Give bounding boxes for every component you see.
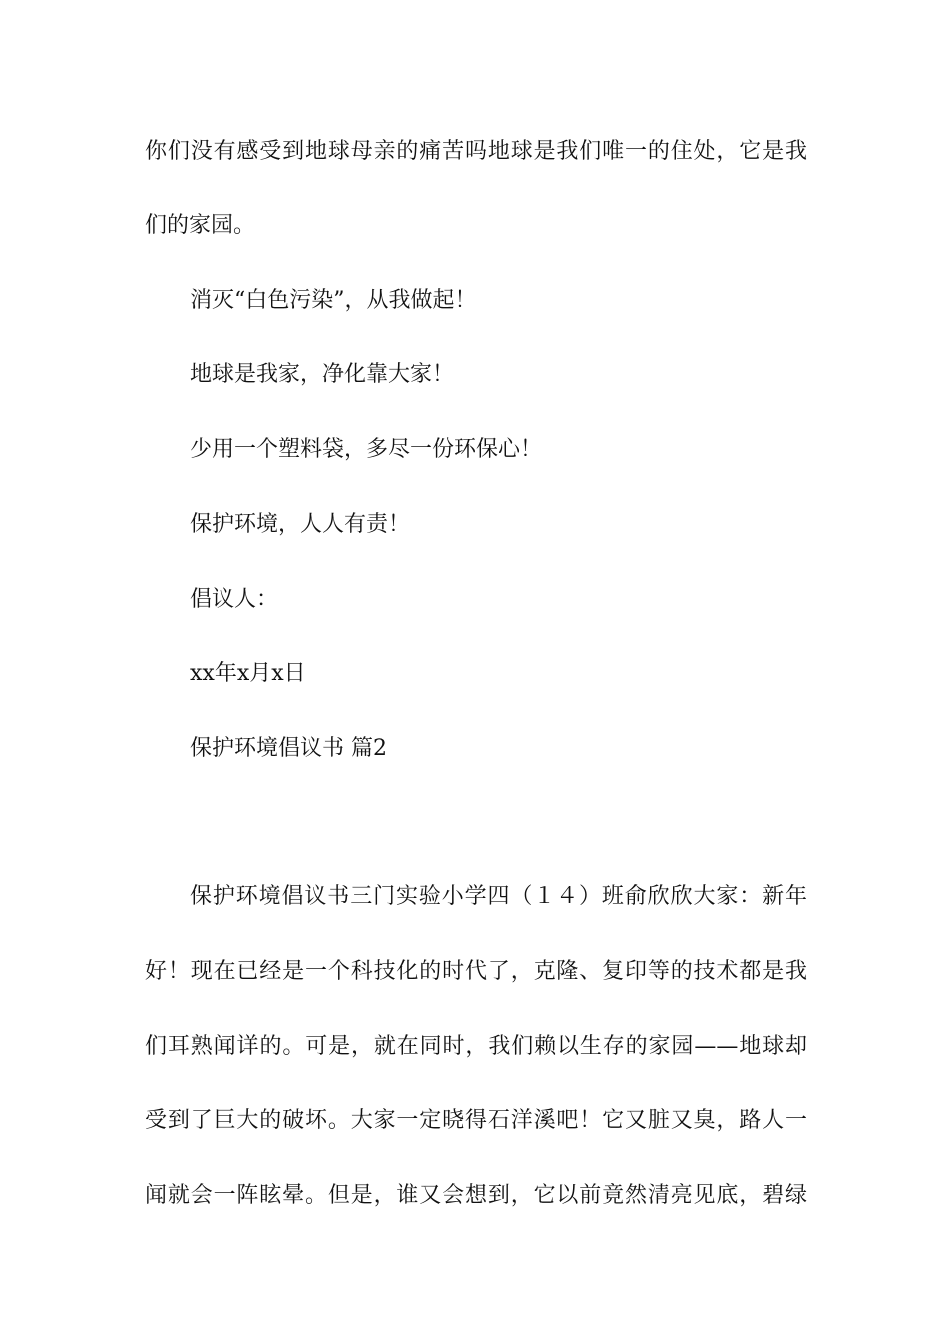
slogan-line: 保护环境，人人有责！ [190,512,411,537]
paragraph-line: 们的家园。 [145,213,256,238]
paragraph-line: 闻就会一阵眩晕。但是，谁又会想到，它以前竟然清亮见底，碧绿 [145,1183,807,1208]
slogan-line: 地球是我家，净化靠大家！ [190,362,455,387]
paragraph-line: 好！现在已经是一个科技化的时代了，克隆、复印等的技术都是我 [145,959,807,984]
paragraph-line: 保护环境倡议书三门实验小学四（１４）班俞欣欣大家：新年 [190,884,807,909]
paragraph-line: 受到了巨大的破坏。大家一定晓得石洋溪吧！它又脏又臭，路人一 [145,1108,807,1133]
date-line: xx年x月x日 [190,661,306,686]
slogan-line: 少用一个塑料袋，多尽一份环保心！ [190,437,543,462]
section-heading: 保护环境倡议书 篇2 [190,736,387,761]
paragraph-line: 们耳熟闻详的。可是，就在同时，我们赖以生存的家园——地球却 [145,1034,807,1059]
signature-label: 倡议人： [190,587,279,612]
slogan-line: 消灭“白色污染”，从我做起！ [190,288,477,313]
paragraph-line: 你们没有感受到地球母亲的痛苦吗地球是我们唯一的住处，它是我 [145,139,807,164]
